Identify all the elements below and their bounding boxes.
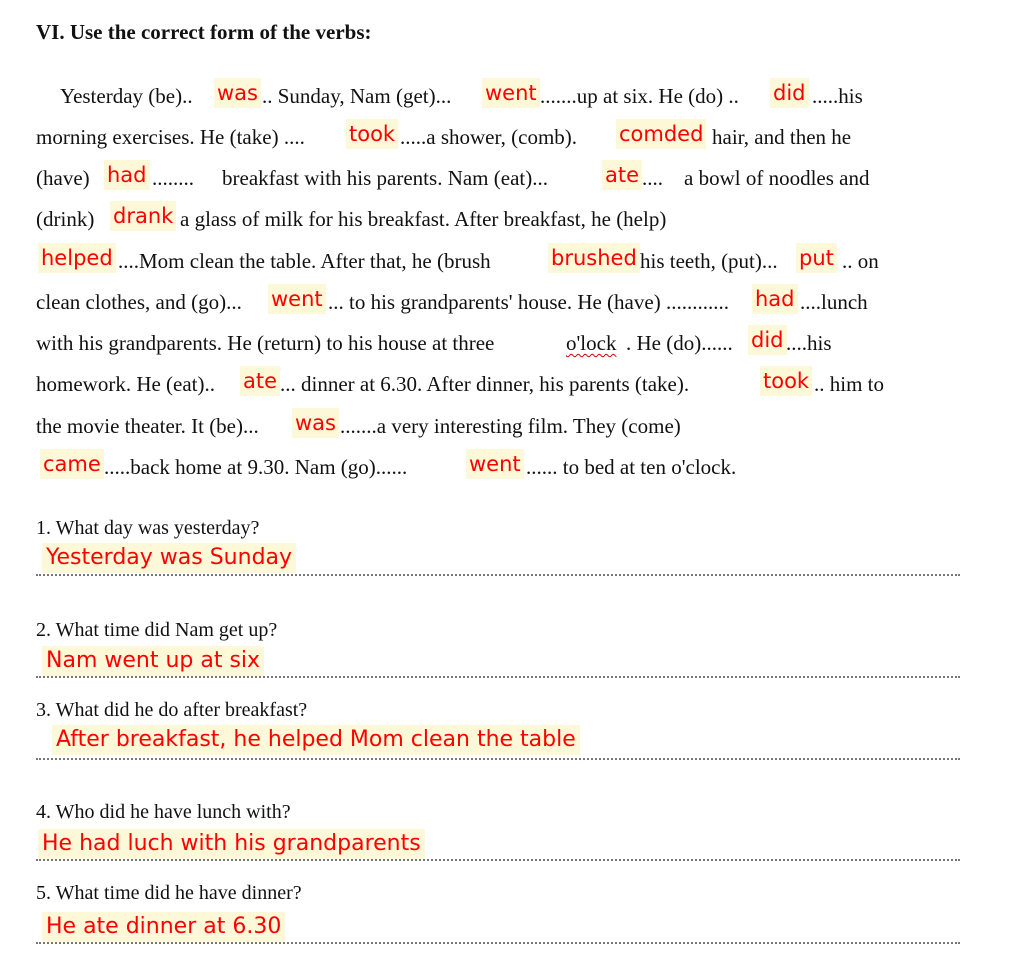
passage-text: ... dinner at 6.30. After dinner, his parents (take). <box>280 372 690 396</box>
answer-line <box>36 942 960 944</box>
verb-answer: had <box>104 160 150 190</box>
verb-answer: ate <box>602 160 642 190</box>
passage-text: (drink) <box>36 207 95 231</box>
answer-line <box>36 676 960 678</box>
passage-text: (have) <box>36 166 90 190</box>
passage-text: .. Sunday, Nam (get)... <box>262 84 452 108</box>
passage-line <box>0 363 1024 405</box>
passage-text: .....his <box>812 84 863 108</box>
passage-text: Yesterday (be).. <box>60 84 193 108</box>
passage-text: .... <box>642 166 663 190</box>
passage-text: ... to his grandparents' house. He (have) ............ <box>328 290 729 314</box>
question-4: 4. Who did he have lunch with? <box>36 801 291 823</box>
question-5: 5. What time did he have dinner? <box>36 882 302 904</box>
verb-answer: was <box>292 408 339 438</box>
verb-answer: brushed <box>548 243 640 273</box>
verb-answer: took <box>346 119 398 149</box>
question-2: 2. What time did Nam get up? <box>36 619 278 641</box>
answer-2: Nam went up at six <box>42 646 264 676</box>
passage-line <box>0 116 1024 158</box>
passage-text: ....his <box>786 331 832 355</box>
exercise-title: VI. Use the correct form of the verbs: <box>36 20 372 44</box>
answer-line <box>36 758 960 760</box>
passage-line <box>0 75 1024 117</box>
passage-text: morning exercises. He (take) .... <box>36 125 305 149</box>
verb-answer: went <box>466 449 524 479</box>
passage-text: his teeth, (put)... <box>640 249 778 273</box>
verb-answer: had <box>752 284 798 314</box>
passage-text: a glass of milk for his breakfast. After breakfast, he (help) <box>180 207 667 231</box>
verb-answer: ate <box>240 366 280 396</box>
answer-line <box>36 574 960 576</box>
passage-text: . He (do)...... <box>626 331 733 355</box>
verb-answer: did <box>770 78 809 108</box>
passage-line <box>0 281 1024 323</box>
verb-answer: drank <box>110 201 176 231</box>
question-3: 3. What did he do after breakfast? <box>36 699 308 721</box>
verb-answer: helped <box>38 243 116 273</box>
passage-text: ....Mom clean the table. After that, he (brush <box>118 249 491 273</box>
passage-text: with his grandparents. He (return) to his house at three <box>36 331 495 355</box>
passage-text: breakfast with his parents. Nam (eat)... <box>222 166 548 190</box>
verb-answer: put <box>796 243 837 273</box>
verb-answer: came <box>40 449 104 479</box>
verb-answer: did <box>748 325 787 355</box>
passage-text: the movie theater. It (be)... <box>36 414 259 438</box>
verb-answer: was <box>214 78 261 108</box>
verb-answer: went <box>482 78 540 108</box>
passage-text: .......up at six. He (do) .. <box>540 84 739 108</box>
misspelled-word: o'lock <box>566 331 617 355</box>
verb-answer: comded <box>616 119 706 149</box>
passage-text: clean clothes, and (go)... <box>36 290 242 314</box>
passage-text: .. on <box>842 249 879 273</box>
passage-text: .......a very interesting film. They (come) <box>340 414 681 438</box>
passage-line <box>0 446 1024 488</box>
answer-line <box>36 859 960 861</box>
passage-text: .....a shower, (comb). <box>400 125 578 149</box>
verb-answer: took <box>760 366 812 396</box>
question-1: 1. What day was yesterday? <box>36 517 260 539</box>
passage-line <box>0 198 1024 240</box>
passage-line <box>0 405 1024 447</box>
passage-text: .. him to <box>814 372 885 396</box>
passage-line <box>0 322 1024 364</box>
passage-text: ........ <box>152 166 194 190</box>
passage-text: homework. He (eat).. <box>36 372 216 396</box>
answer-1: Yesterday was Sunday <box>42 543 296 573</box>
answer-3: After breakfast, he helped Mom clean the table <box>52 725 580 755</box>
passage-text: ...... to bed at ten o'clock. <box>526 455 737 479</box>
answer-4: He had luch with his grandparents <box>38 829 425 859</box>
passage-text: a bowl of noodles and <box>684 166 870 190</box>
passage-line <box>0 157 1024 199</box>
verb-answer: went <box>268 284 326 314</box>
passage-line <box>0 240 1024 282</box>
passage-text: .....back home at 9.30. Nam (go)...... <box>104 455 408 479</box>
answer-5: He ate dinner at 6.30 <box>42 912 285 942</box>
passage-text: ....lunch <box>800 290 868 314</box>
passage-text: hair, and then he <box>712 125 852 149</box>
